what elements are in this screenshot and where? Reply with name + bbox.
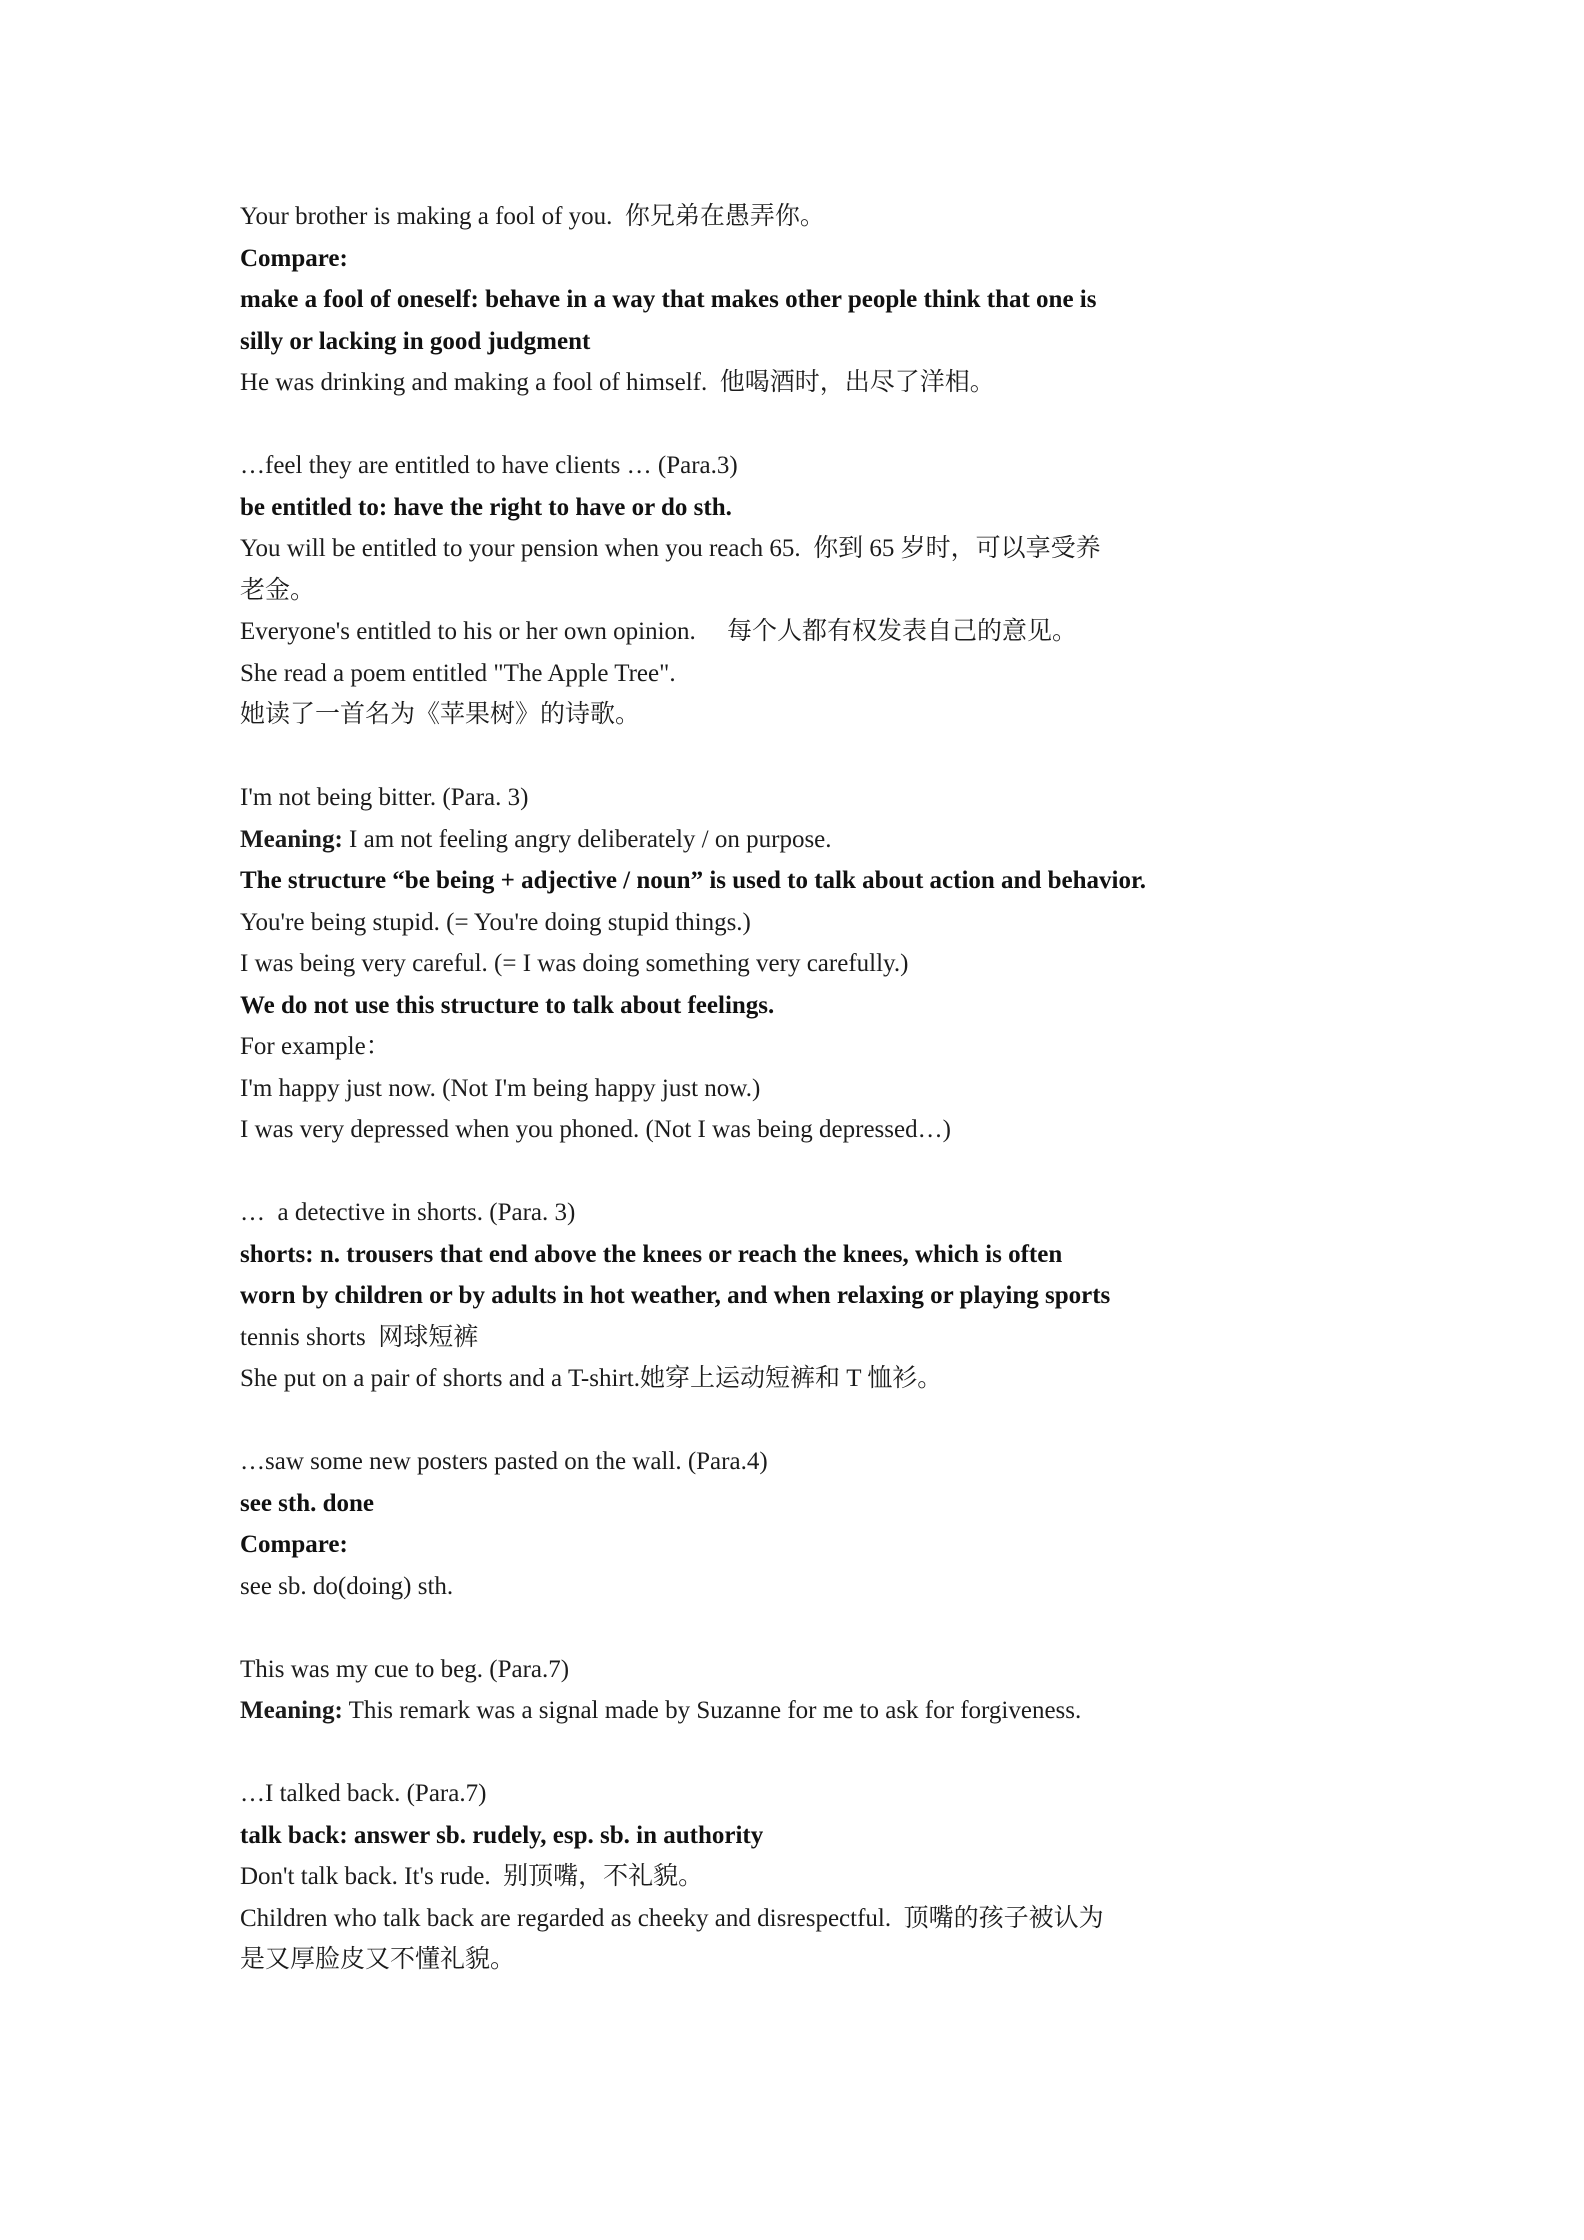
source-quote: … a detective in shorts. (Para. 3) [240,1199,576,1226]
entry-make-a-fool [240,196,1370,404]
definition-line: worn by children or by adults in hot weather, and when relaxing or playing sports [240,1282,1111,1309]
definition-line: see sth. done [240,1489,375,1517]
meaning-text: I am not feeling angry deliberately / on purpose. [342,825,832,853]
section-gap [240,736,1370,778]
definition-line: silly or lacking in good judgment [240,327,591,355]
entry-see-sth-done [240,1441,1370,1607]
entry-talk-back [240,1773,1370,1981]
source-quote: …feel they are entitled to have clients … (Para.3) [240,452,738,479]
meaning-label: Meaning: [240,825,343,853]
source-quote: …I talked back. (Para.7) [240,1780,487,1807]
section-gap [240,1400,1370,1442]
definition-line: be entitled to: have the right to have or do sth. [240,493,732,521]
rule-line: The structure “be being + adjective / noun” is used to talk about action and behavior. [240,867,1147,894]
entry-cue-to-beg [240,1649,1370,1732]
entry-shorts [240,1192,1370,1400]
section-gap [240,1151,1370,1193]
example-sentence: Everyone's entitled to his or her own opinion. 每个人都有权发表自己的意见。 [240,618,1078,645]
example-sentence: He was drinking and making a fool of himself. 他喝酒时，出尽了洋相。 [240,369,995,396]
example-sentence: 是又厚脸皮又不懂礼貌。 [240,1946,516,1973]
example-sentence: I was being very careful. (= I was doing something very carefully.) [240,950,909,977]
example-heading: For example： [240,1033,391,1060]
compare-heading: Compare: [240,1531,348,1558]
source-quote: …saw some new posters pasted on the wall. (Para.4) [240,1448,768,1475]
entry-be-entitled-to [240,445,1370,736]
definition-line: shorts: n. trousers that end above the knees or reach the knees, which is often [240,1240,1063,1268]
example-sentence: Your brother is making a fool of you. 你兄弟在愚弄你。 [240,203,825,230]
entry-being-bitter [240,777,1370,1151]
example-sentence: You're being stupid. (= You're doing stupid things.) [240,908,751,936]
compare-heading: Compare: [240,244,348,272]
meaning-line [240,819,1370,861]
meaning-line [240,1690,1370,1732]
source-quote: I'm not being bitter. (Para. 3) [240,784,529,811]
definition-line: talk back: answer sb. rudely, esp. sb. in authority [240,1821,764,1849]
section-gap [240,1732,1370,1774]
example-sentence: tennis shorts 网球短裤 [240,1323,479,1351]
example-sentence: 老金。 [240,576,316,604]
definition-line: make a fool of oneself: behave in a way that makes other people think that one is [240,286,1097,313]
meaning-text: This remark was a signal made by Suzanne for me to ask for forgiveness. [342,1697,1082,1724]
example-sentence: see sb. do(doing) sth. [240,1572,454,1600]
document-page [240,196,1370,1981]
source-quote: This was my cue to beg. (Para.7) [240,1655,570,1683]
section-gap [240,404,1370,446]
section-gap [240,1607,1370,1649]
rule-line: We do not use this structure to talk about feelings. [240,991,775,1019]
meaning-label: Meaning: [240,1697,343,1724]
example-sentence: She put on a pair of shorts and a T-shirt.她穿上运动短裤和 T 恤衫。 [240,1365,943,1392]
example-sentence: Don't talk back. It's rude. 别顶嘴，不礼貌。 [240,1863,704,1890]
example-sentence: I'm happy just now. (Not I'm being happy just now.) [240,1074,761,1102]
example-sentence: Children who talk back are regarded as cheeky and disrespectful. 顶嘴的孩子被认为 [240,1904,1104,1932]
example-sentence: 她读了一首名为《苹果树》的诗歌。 [240,701,641,728]
example-sentence: You will be entitled to your pension when you reach 65. 你到 65 岁时，可以享受养 [240,535,1101,562]
example-sentence: She read a poem entitled "The Apple Tree". [240,659,676,687]
example-sentence: I was very depressed when you phoned. (Not I was being depressed…) [240,1116,951,1143]
